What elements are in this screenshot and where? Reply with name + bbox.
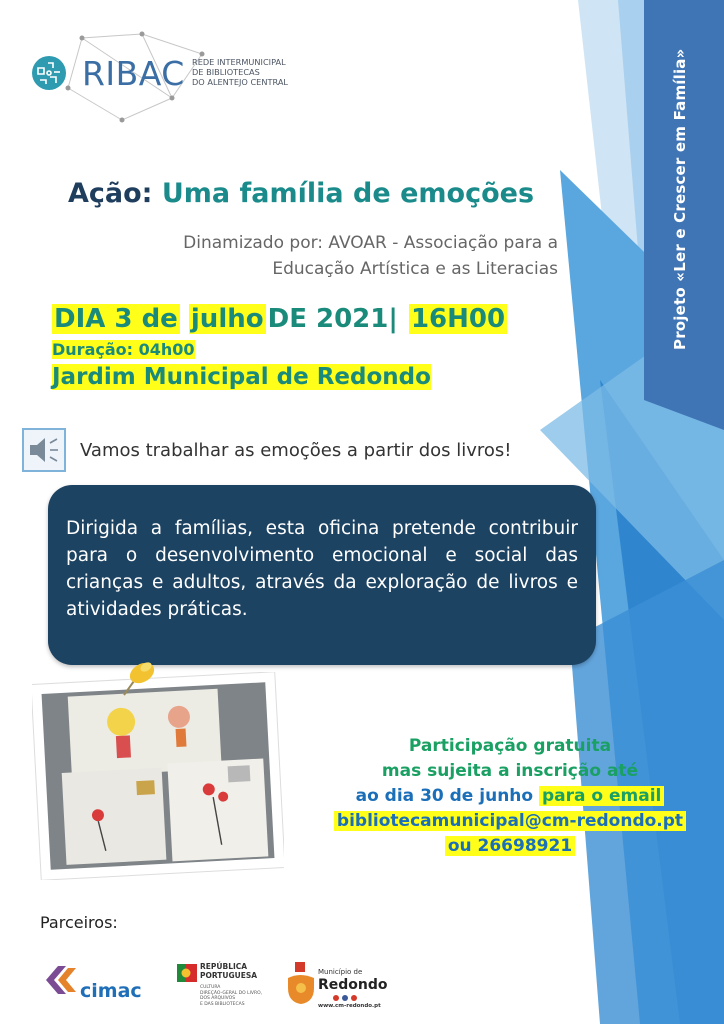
- registration-info: Participação gratuita mas sujeita a inscrição até ao dia 30 de junho para o email bibliotecamunicipal@cm-redondo.pt ou 26698921: [300, 734, 720, 859]
- event-duration: Duração: 04h00: [52, 340, 195, 359]
- logo-wordmark: RIBAC: [82, 54, 185, 93]
- workshop-photo: [32, 672, 284, 880]
- logo-subtitle: REDE INTERMUNICIPAL DE BIBLIOTECAS DO ALENTEJO CENTRAL: [192, 57, 288, 87]
- republica-emblem-icon: [176, 962, 198, 984]
- event-time: 16H00: [410, 304, 506, 334]
- title-main: Uma família de emoções: [161, 178, 535, 209]
- ribac-brain-icon: [30, 54, 68, 92]
- cimac-logo-icon: [44, 962, 80, 998]
- event-place: Jardim Municipal de Redondo: [52, 364, 431, 390]
- republica-subtext: CULTURA DIREÇÃO-GERAL DO LIVRO, DOS ARQUIVOS E DAS BIBLIOTECAS: [200, 985, 263, 1007]
- byline: Dinamizado por: AVOAR - Associação para a Educação Artística e as Literacias: [183, 233, 558, 279]
- event-date: [52, 304, 507, 334]
- municipio-url: www.cm-redondo.pt: [318, 1003, 381, 1009]
- municipio-label: Município de: [318, 968, 363, 976]
- event-month: julho: [190, 304, 264, 334]
- social-icons: [332, 994, 358, 1002]
- tagline: Vamos trabalhar as emoções a partir dos livros!: [80, 440, 512, 461]
- redondo-crest-icon: [284, 958, 318, 1006]
- partners-label: Parceiros:: [40, 913, 118, 932]
- municipio-name: Redondo: [318, 977, 388, 993]
- speaker-icon: [22, 428, 66, 472]
- registration-phone: ou 26698921: [445, 836, 575, 856]
- pushpin-icon: [120, 655, 160, 699]
- title-prefix: Ação:: [68, 178, 153, 209]
- event-day: DIA 3 de: [54, 304, 178, 334]
- side-project-label: Projeto «Ler e Crescer em Família»: [671, 48, 689, 350]
- registration-email: bibliotecamunicipal@cm-redondo.pt: [334, 811, 686, 831]
- republica-text: REPÚBLICA PORTUGUESA: [200, 962, 258, 980]
- description-bubble: Dirigida a famílias, esta oficina pretende contribuir para o desenvolvimento emocional e social das crianças e adultos, através da exploração de livros e atividades práticas.: [48, 485, 596, 665]
- page-title: [68, 178, 534, 209]
- event-year: DE 2021|: [267, 304, 398, 334]
- cimac-logo-text: cimac: [80, 980, 142, 1002]
